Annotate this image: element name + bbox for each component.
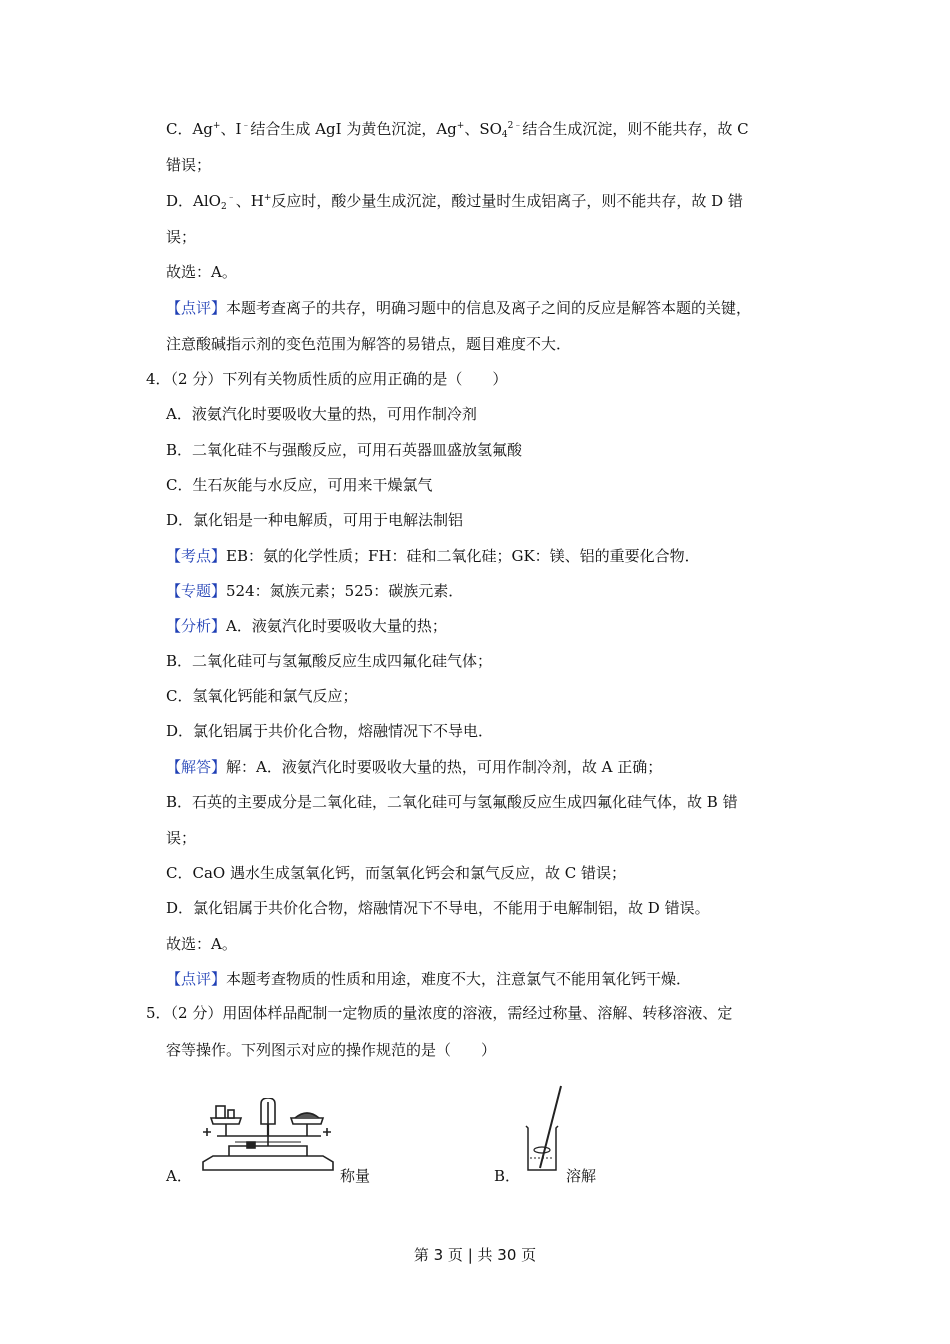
option-c-explanation: [166, 119, 749, 139]
superscript: ﹣: [226, 193, 236, 203]
answer-line: 故选：A。: [166, 935, 237, 953]
text: D．AlO: [166, 192, 221, 210]
beaker-stirring-figure: [522, 1084, 564, 1174]
text: 、H: [235, 192, 264, 210]
review-line: [166, 298, 751, 318]
text: 结合生成 AgI 为黄色沉淀，Ag: [250, 120, 457, 138]
text-line: 注意酸碱指示剂的变色范围为解答的易错点，题目难度不大．: [166, 335, 572, 353]
zhuanti-line: [166, 581, 463, 601]
text: 、SO: [464, 120, 502, 138]
figure-b-label: B．: [494, 1167, 521, 1185]
page-footer: 第 3 页 | 共 30 页: [413, 1246, 537, 1264]
figure-b-caption: 溶解: [566, 1167, 597, 1185]
text-line: D．氯化铝属于共价化合物，熔融情况下不导电，不能用于电解制铝，故 D 错误。: [166, 899, 710, 917]
text: 本题考查物质的性质和用途，难度不大，注意氯气不能用氧化钙干燥．: [226, 970, 692, 988]
answer-line: 故选：A。: [166, 263, 237, 281]
text: A．液氨汽化时要吸收大量的热；: [226, 617, 447, 635]
text: C．Ag: [166, 120, 213, 138]
text-line: 误；: [166, 228, 197, 246]
question-4-option-b: B．二氧化硅不与强酸反应，可用石英器皿盛放氢氟酸: [166, 441, 523, 459]
plus-left: [203, 1128, 211, 1136]
subscript: 4: [501, 130, 508, 140]
jieda-line: [166, 757, 662, 777]
balance-body: [229, 1146, 307, 1156]
review-tag: 【点评】: [166, 970, 227, 988]
swirl: [534, 1147, 550, 1153]
text: 本题考查离子的共存，明确习题中的信息及离子之间的反应是解答本题的关键，: [226, 299, 752, 317]
superscript: 2﹣: [507, 121, 523, 131]
sample-pile: [295, 1113, 319, 1118]
superscript: +: [212, 121, 221, 131]
text: 524：氮族元素；525：碳族元素．: [226, 582, 464, 600]
jieda-tag: 【解答】: [166, 758, 227, 776]
subscript: 2: [220, 202, 227, 212]
balance-base: [203, 1156, 333, 1170]
text-line: B．石英的主要成分是二氧化硅，二氧化硅可与氢氟酸反应生成四氟化硅气体，故 B 错: [166, 793, 738, 811]
text: 反应时，酸少量生成沉淀，酸过量时生成铝离子，则不能共存，故 D 错: [271, 192, 743, 210]
text-line: C．氢氧化钙能和氯气反应；: [166, 687, 358, 705]
zhuanti-tag: 【专题】: [166, 582, 227, 600]
balance-scale-figure: [195, 1098, 340, 1174]
text-line: D．氯化铝属于共价化合物，熔融情况下不导电．: [166, 722, 494, 740]
rider: [247, 1142, 255, 1148]
superscript: +: [456, 121, 465, 131]
right-pan: [291, 1118, 323, 1124]
text-line: 错误；: [166, 156, 212, 174]
text: EB：氨的化学性质；FH：硅和二氧化硅；GK：镁、铝的重要化合物．: [226, 547, 700, 565]
text: 结合生成沉淀，则不能共存，故 C: [522, 120, 749, 138]
fenxi-line: [166, 616, 447, 636]
weight-large: [216, 1106, 225, 1118]
text-line: C．CaO 遇水生成氢氧化钙，而氢氧化钙会和氯气反应，故 C 错误；: [166, 864, 626, 882]
question-4-option-d: D．氯化铝是一种电解质，可用于电解法制铝: [166, 511, 464, 529]
left-pan: [211, 1118, 241, 1124]
plus-right: [323, 1128, 331, 1136]
question-4-option-a: A．液氨汽化时要吸收大量的热，可用作制冷剂: [166, 405, 477, 423]
figure-a-label: A．: [166, 1167, 192, 1185]
text: 解：A．液氨汽化时要吸收大量的热，可用作制冷剂，故 A 正确；: [226, 758, 663, 776]
question-4-option-c: C．生石灰能与水反应，可用来干燥氯气: [166, 476, 433, 494]
option-d-explanation: [166, 191, 743, 211]
fenxi-tag: 【分析】: [166, 617, 227, 635]
text-line: 容等操作。下列图示对应的操作规范的是（ ）: [166, 1041, 497, 1059]
review-tag: 【点评】: [166, 299, 227, 317]
question-4: 4．（2 分）下列有关物质性质的应用正确的是（ ）: [146, 370, 508, 388]
text: 、I: [220, 120, 242, 138]
kaodian-tag: 【考点】: [166, 547, 227, 565]
superscript: +: [263, 193, 272, 203]
text-line: B．二氧化硅可与氢氟酸反应生成四氟化硅气体；: [166, 652, 493, 670]
figure-a-caption: 称量: [340, 1167, 371, 1185]
review-line: [166, 969, 691, 989]
text-line: 误；: [166, 829, 197, 847]
kaodian-line: [166, 546, 700, 566]
question-5: 5．（2 分）用固体样品配制一定物质的量浓度的溶液，需经过称量、溶解、转移溶液、定: [146, 1004, 733, 1022]
weight-small: [228, 1110, 234, 1118]
superscript: ﹣: [241, 121, 251, 131]
